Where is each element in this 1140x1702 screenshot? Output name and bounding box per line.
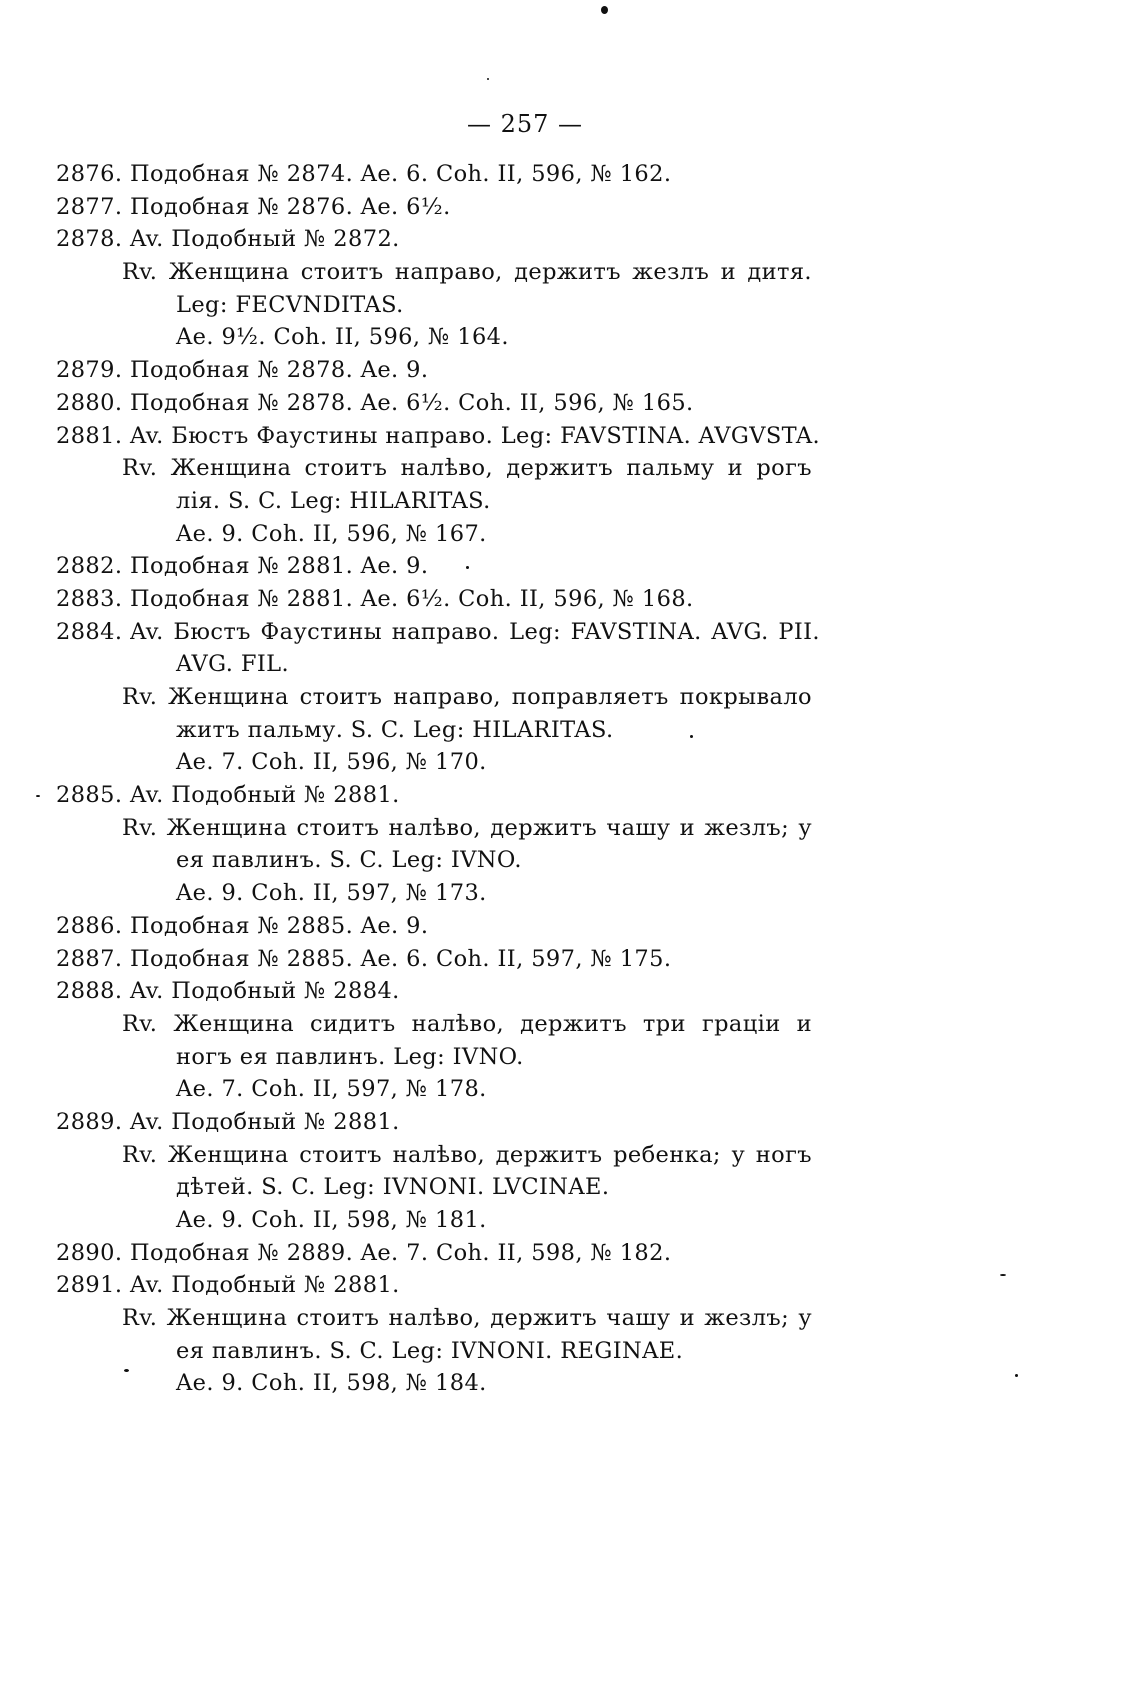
ink-speck <box>601 6 608 14</box>
catalog-entry-line <box>56 1302 816 1335</box>
catalog-entry-line <box>56 714 816 747</box>
catalog-entry <box>56 223 816 256</box>
entry-text: Подобная № 2881. Ae. 9. <box>130 553 429 580</box>
entry-number: 2887. <box>56 945 123 972</box>
entry-text: Подобная № 2878. Ae. 6½. Coh. II, 596, № 165. <box>130 389 694 416</box>
catalog-entry-line <box>56 289 816 322</box>
catalog-list <box>56 158 821 1400</box>
entry-text: Rv. Женщина стоитъ налѣво, держитъ пальму и рогъ <box>122 455 812 482</box>
entry-text: Ae. 7. Coh. II, 597, № 178. <box>176 1076 487 1103</box>
ink-speck <box>124 1369 129 1372</box>
catalog-entry-line <box>56 1073 816 1106</box>
entry-text: Ae. 9. Coh. II, 596, № 167. <box>176 520 487 547</box>
entry-number: 2884. <box>56 618 123 645</box>
catalog-entry-line <box>56 1204 816 1237</box>
catalog-entry <box>56 1106 816 1139</box>
catalog-entry-line <box>56 1335 816 1368</box>
entry-text: дѣтей. S. C. Leg: IVNONI. LVCINAE. <box>176 1174 610 1201</box>
entry-text: Подобная № 2885. Ae. 9. <box>130 912 429 939</box>
entry-text: житъ пальму. S. C. Leg: HILARITAS. <box>176 716 614 743</box>
catalog-entry-line <box>56 746 816 779</box>
entry-text: Av. Подобный № 2881. <box>130 782 400 809</box>
ink-speck <box>487 78 489 80</box>
entry-text: Rv. Женщина стоитъ налѣво, держитъ чашу и жезлъ; у <box>122 814 812 841</box>
entry-text: Подобная № 2889. Ae. 7. Coh. II, 598, № 182. <box>130 1239 672 1266</box>
entry-text: Ae. 9. Coh. II, 598, № 184. <box>176 1370 487 1397</box>
catalog-entry-line <box>56 681 816 714</box>
catalog-entry <box>56 1269 816 1302</box>
entry-number: 2886. <box>56 912 123 939</box>
catalog-entry-line <box>56 1008 816 1041</box>
catalog-entry <box>56 910 816 943</box>
catalog-entry-line <box>56 1367 816 1400</box>
ink-speck <box>466 566 469 569</box>
entry-text: Rv. Женщина стоитъ налѣво, держитъ ребенка; у ногъ <box>122 1141 812 1168</box>
catalog-entry <box>56 387 816 420</box>
catalog-entry <box>56 616 820 649</box>
catalog-entry <box>56 779 816 812</box>
entry-number: 2890. <box>56 1239 123 1266</box>
catalog-entry-line <box>56 1139 816 1172</box>
entry-text: Av. Подобный № 2881. <box>130 1108 400 1135</box>
catalog-entry <box>56 975 816 1008</box>
entry-text: Подобная № 2876. Ae. 6½. <box>130 193 451 220</box>
entry-number: 2876. <box>56 161 123 187</box>
catalog-entry <box>56 550 816 583</box>
entry-text: Av. Подобный № 2884. <box>130 978 400 1005</box>
catalog-entry-line <box>56 485 816 518</box>
entry-text: Rv. Женщина стоитъ налѣво, держитъ чашу и жезлъ; у <box>122 1305 812 1332</box>
entry-text: Ae. 9. Coh. II, 597, № 173. <box>176 880 487 907</box>
entry-text: Av. Подобный № 2872. <box>130 226 400 253</box>
entry-text: Rv. Женщина стоитъ направо, держитъ жезлъ и дитя. <box>122 259 812 286</box>
catalog-entry <box>56 420 821 453</box>
ink-speck <box>1015 1374 1018 1377</box>
entry-text: ногъ ея павлинъ. Leg: IVNO. <box>176 1043 524 1070</box>
entry-number: 2889. <box>56 1108 123 1135</box>
catalog-entry <box>56 583 816 616</box>
catalog-entry-line <box>56 877 816 910</box>
entry-text: ея павлинъ. S. C. Leg: IVNONI. REGINAE. <box>176 1337 684 1364</box>
entry-text: Ae. 9. Coh. II, 598, № 181. <box>176 1207 487 1233</box>
entry-number: 2891. <box>56 1272 123 1299</box>
entry-number: 2882. <box>56 553 123 580</box>
entry-text: Av. Бюстъ Фаустины направо. Leg: FAVSTINA. AVGVSTA. <box>130 422 821 449</box>
catalog-entry <box>56 1237 816 1270</box>
entry-text: Подобная № 2881. Ae. 6½. Coh. II, 596, № 168. <box>130 585 694 612</box>
entry-number: 2879. <box>56 357 123 384</box>
catalog-entry <box>56 943 816 976</box>
entry-text: лія. S. C. Leg: HILARITAS. <box>176 487 491 514</box>
entry-text: Leg: FECVNDITAS. <box>176 291 404 318</box>
ink-speck <box>1000 1274 1006 1276</box>
catalog-entry-line <box>56 648 816 681</box>
entry-text: Rv. Женщина стоитъ направо, поправляетъ покрывало <box>122 684 812 710</box>
entry-text: Подобная № 2878. Ae. 9. <box>130 357 429 384</box>
catalog-entry-line <box>56 321 816 354</box>
entry-number: 2885. <box>56 782 123 809</box>
catalog-entry-line <box>56 452 816 485</box>
entry-text: AVG. FIL. <box>176 651 290 678</box>
entry-text: Av. Подобный № 2881. <box>130 1272 400 1299</box>
entry-number: 2880. <box>56 389 123 416</box>
entry-text: Rv. Женщина сидитъ налѣво, держитъ три граціи и <box>122 1010 812 1037</box>
catalog-entry <box>56 191 816 224</box>
page-number: — 257 — <box>466 110 584 138</box>
catalog-entry-line <box>56 844 816 877</box>
entry-text: Ae. 7. Coh. II, 596, № 170. <box>176 749 487 776</box>
entry-text: Подобная № 2885. Ae. 6. Coh. II, 597, № 175. <box>130 945 672 972</box>
ink-speck <box>36 795 40 797</box>
entry-number: 2883. <box>56 585 123 612</box>
catalog-entry-line <box>56 256 816 289</box>
entry-text: Подобная № 2874. Ae. 6. Coh. II, 596, № 162. <box>130 161 672 187</box>
entry-number: 2881. <box>56 422 123 449</box>
catalog-entry <box>56 158 816 191</box>
catalog-entry <box>56 354 816 387</box>
entry-text: Ae. 9½. Coh. II, 596, № 164. <box>176 324 509 351</box>
catalog-entry-line <box>56 1171 816 1204</box>
ink-speck <box>690 735 693 738</box>
catalog-entry-line <box>56 812 816 845</box>
entry-number: 2888. <box>56 978 123 1005</box>
catalog-entry-line <box>56 518 816 551</box>
entry-text: ея павлинъ. S. C. Leg: IVNO. <box>176 847 522 874</box>
entry-text: Av. Бюстъ Фаустины направо. Leg: FAVSTINA. AVG. PII. <box>130 618 820 645</box>
entry-number: 2877. <box>56 193 123 220</box>
entry-number: 2878. <box>56 226 123 253</box>
catalog-entry-line <box>56 1041 816 1074</box>
